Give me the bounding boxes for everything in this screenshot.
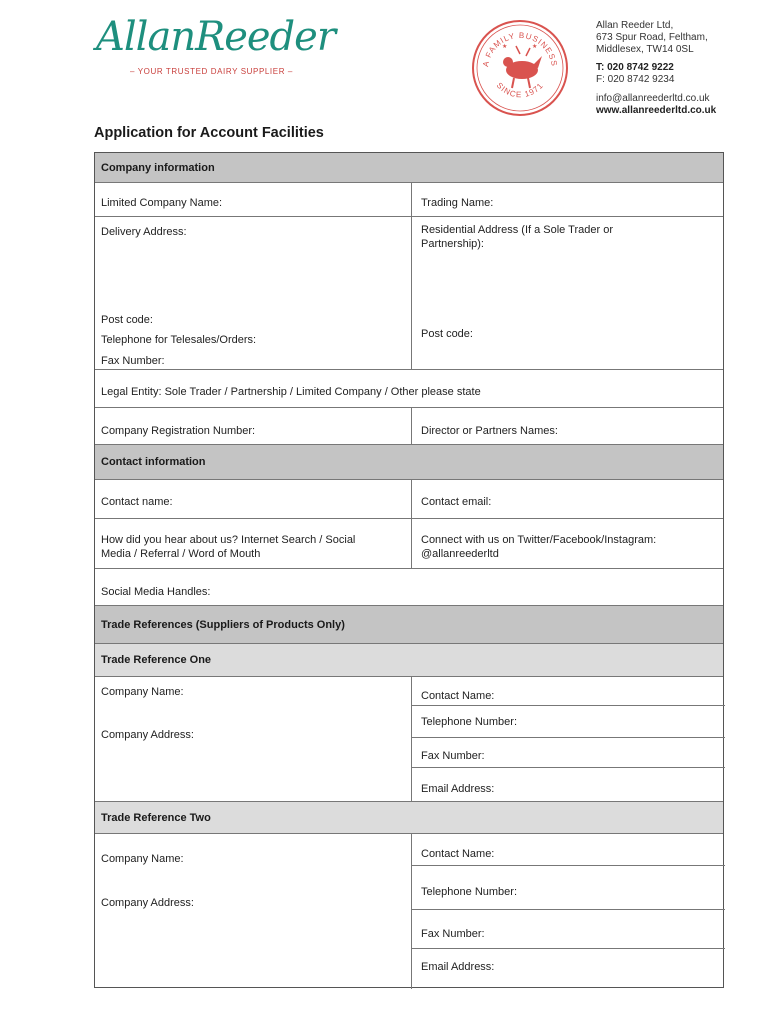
company-name-address: Allan Reeder Ltd, — [596, 20, 674, 31]
contact-email-field[interactable]: Contact email: — [421, 496, 492, 508]
address-line-2: Middlesex, TW14 0SL — [596, 44, 694, 55]
phone-number: T: 020 8742 9222 — [596, 62, 674, 73]
ref-two-company-address-field[interactable]: Company Address: — [101, 897, 194, 909]
company-registration-field[interactable]: Company Registration Number: — [101, 425, 256, 437]
telephone-orders-field[interactable]: Telephone for Telesales/Orders: — [101, 334, 257, 346]
section-trade-reference-two: Trade Reference Two — [95, 802, 723, 833]
page-title: Application for Account Facilities — [94, 125, 324, 141]
limited-company-name-field[interactable]: Limited Company Name: — [101, 197, 223, 209]
svg-text:★: ★ — [532, 44, 538, 50]
post-code-right-field[interactable]: Post code: — [421, 328, 473, 340]
ref-two-fax-field[interactable]: Fax Number: — [421, 928, 485, 940]
ref-one-email-field[interactable]: Email Address: — [421, 783, 495, 795]
section-contact-information: Contact information — [95, 445, 723, 479]
residential-address-field-cont: Partnership): — [421, 238, 484, 250]
svg-text:SINCE 1971 — [495, 81, 546, 99]
application-form — [94, 152, 724, 988]
section-company-information: Company information — [95, 153, 723, 182]
address-line-1: 673 Spur Road, Feltham, — [596, 32, 708, 43]
ref-two-telephone-field[interactable]: Telephone Number: — [421, 886, 518, 898]
ref-one-telephone-field[interactable]: Telephone Number: — [421, 716, 518, 728]
hear-about-us-field-cont: Media / Referral / Word of Mouth — [101, 548, 261, 560]
director-names-field[interactable]: Director or Partners Names: — [421, 425, 558, 437]
delivery-address-field[interactable]: Delivery Address: — [101, 226, 187, 238]
social-handle-text: @allanreederltd — [421, 548, 499, 560]
stamp-bottom-text: SINCE 1971 — [494, 80, 546, 100]
ref-one-contact-name-field[interactable]: Contact Name: — [421, 690, 495, 702]
connect-social-text: Connect with us on Twitter/Facebook/Instagram: — [421, 534, 657, 546]
section-trade-references: Trade References (Suppliers of Products Only) — [95, 606, 723, 643]
ref-one-company-address-field[interactable]: Company Address: — [101, 729, 194, 741]
website-link[interactable]: www.allanreederltd.co.uk — [596, 105, 717, 116]
hear-about-us-field[interactable]: How did you hear about us? Internet Search / Social — [101, 534, 356, 546]
stamp-top-text: A FAMILY BUSINESS — [481, 30, 559, 68]
contact-name-field[interactable]: Contact name: — [101, 496, 173, 508]
legal-entity-field[interactable]: Legal Entity: Sole Trader / Partnership / Limited Company / Other please state — [101, 386, 481, 398]
fax-number-header: F: 020 8742 9234 — [596, 74, 675, 85]
ref-two-contact-name-field[interactable]: Contact Name: — [421, 848, 495, 860]
ref-two-email-field[interactable]: Email Address: — [421, 961, 495, 973]
section-trade-reference-one: Trade Reference One — [95, 644, 723, 676]
post-code-left-field[interactable]: Post code: — [101, 314, 153, 326]
ref-one-fax-field[interactable]: Fax Number: — [421, 750, 485, 762]
email-address-header[interactable]: info@allanreederltd.co.uk — [596, 93, 710, 104]
family-business-stamp-icon — [470, 18, 570, 118]
svg-text:★: ★ — [502, 44, 508, 50]
trading-name-field[interactable]: Trading Name: — [421, 197, 494, 209]
residential-address-field[interactable]: Residential Address (If a Sole Trader or — [421, 224, 613, 236]
company-logo: AllanReeder — [96, 14, 335, 60]
ref-two-company-name-field[interactable]: Company Name: — [101, 853, 184, 865]
ref-one-company-name-field[interactable]: Company Name: — [101, 686, 184, 698]
social-media-handles-field[interactable]: Social Media Handles: — [101, 586, 211, 598]
fax-number-field[interactable]: Fax Number: — [101, 355, 165, 367]
logo-tagline: – YOUR TRUSTED DAIRY SUPPLIER – — [130, 67, 293, 76]
